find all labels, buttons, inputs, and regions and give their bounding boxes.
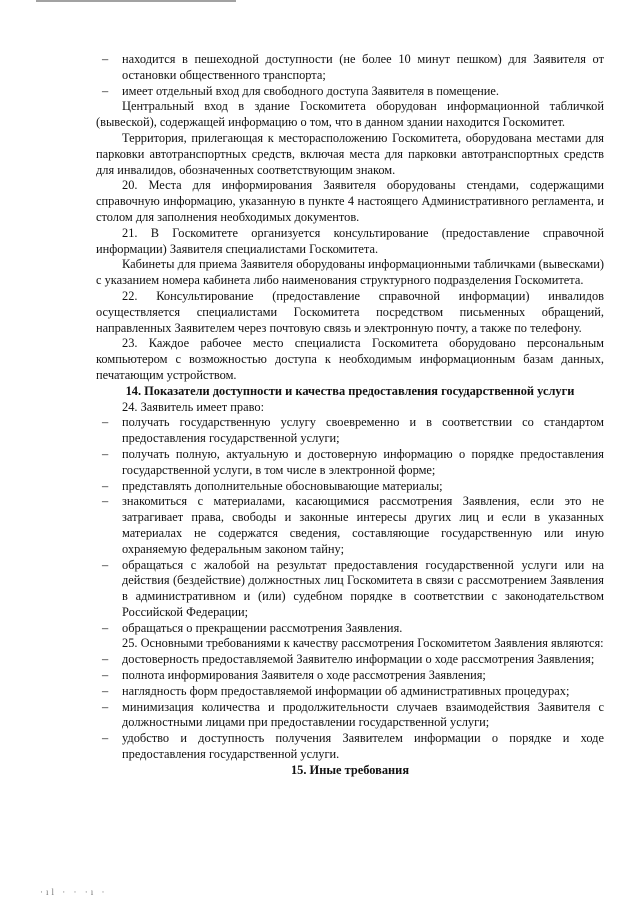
list-item: – достоверность предоставляемой Заявителю информации о ходе рассмотрения Заявления; bbox=[102, 652, 595, 667]
paragraph: 22. Консультирование (предоставление справочной информации) инвалидов осуществляется специалистами Госкомитета посредством письменных обращений, направленных Заявителем через почтовую связь и электронную почту, а также по телефону. bbox=[96, 288, 604, 335]
dash-marker-icon: – bbox=[102, 478, 109, 493]
paragraph: 25. Основными требованиями к качеству рассмотрения Госкомитетом Заявления являются: bbox=[122, 636, 604, 651]
list-item: – минимизация количества и продолжительности случаев взаимодействия Заявителя с должностными лицами при предоставлении государственной услуги; bbox=[102, 699, 604, 730]
list-item: – представлять дополнительные обосновывающие материалы; bbox=[102, 478, 443, 493]
paragraph: 20. Места для информирования Заявителя оборудованы стендами, содержащими справочную информацию, указанную в пункте 4 настоящего Административного регламента, и столом для заполнения необходимых документов. bbox=[96, 178, 604, 224]
paragraph: Центральный вход в здание Госкомитета оборудован информационной табличкой (вывеской), содержащей информацию о том, что в данном здании находится Госкомитет. bbox=[96, 99, 604, 130]
section-heading: 15. Иные требования bbox=[290, 762, 410, 777]
dash-marker-icon: – bbox=[102, 652, 109, 667]
document-body bbox=[96, 52, 604, 779]
paragraph: Кабинеты для приема Заявителя оборудованы информационными табличками (вывесками) с указанием номера кабинета либо наименования структурного подразделения Госкомитета. bbox=[96, 257, 604, 288]
dash-marker-icon: – bbox=[102, 446, 109, 461]
paragraph: 23. Каждое рабочее место специалиста Госкомитета оборудовано персональным компьютером с возможностью доступа к необходимым информационным базам данных, печатающим устройством. bbox=[96, 336, 604, 382]
section-heading: 14. Показатели доступности и качества предоставления государственной услуги bbox=[125, 383, 575, 398]
list-item: – знакомиться с материалами, касающимися рассмотрения Заявления, если это не затрагивает права, свободы и законные интересы других лиц и если в указанных материалах не содержатся сведения, составляющие государственную или иную охраняемую федеральным законом тайну; bbox=[102, 494, 604, 556]
list-item: – наглядность форм предоставляемой информации об административных процедурах; bbox=[102, 683, 570, 698]
list-item: – обращаться о прекращении рассмотрения Заявления. bbox=[102, 620, 403, 635]
paragraph: 21. В Госкомитете организуется консультирование (предоставление справочной информации) Заявителя специалистами Госкомитета. bbox=[96, 225, 604, 256]
dash-marker-icon: – bbox=[102, 668, 109, 683]
scan-artifact-line bbox=[36, 0, 236, 2]
list-item: – находится в пешеходной доступности (не более 10 минут пешком) для Заявителя от остановки общественного транспорта; bbox=[102, 52, 604, 82]
paragraph: 24. Заявитель имеет право: bbox=[122, 399, 265, 414]
dash-marker-icon: – bbox=[102, 699, 109, 714]
paragraph: Территория, прилегающая к месторасположению Госкомитета, оборудована местами для парковки автотранспортных средств, включая места для парковки автотранспортных средств для инвалидов, обозначенных соответствующим знаком. bbox=[96, 130, 604, 177]
list-item: – удобство и доступность получения Заявителем информации о порядке и ходе предоставления государственной услуги. bbox=[102, 731, 604, 762]
dash-marker-icon: – bbox=[102, 683, 109, 698]
list-item: – имеет отдельный вход для свободного доступа Заявителя в помещение. bbox=[102, 83, 500, 98]
list-item: – полнота информирования Заявителя о ходе рассмотрения Заявления; bbox=[102, 668, 486, 683]
dash-marker-icon: – bbox=[102, 415, 109, 430]
dash-marker-icon: – bbox=[102, 494, 109, 509]
dash-marker-icon: – bbox=[102, 731, 109, 746]
list-item: – получать государственную услугу своевременно и в соответствии со стандартом предоставления государственной услуги; bbox=[102, 415, 604, 446]
dash-marker-icon: – bbox=[102, 620, 109, 635]
list-item: – обращаться с жалобой на результат предоставления государственной услуги или на действия (бездействие) должностных лиц Госкомитета в связи с рассмотрением Заявления в административном и (или) судебном порядке в соответствии с законодательством Российской Федерации; bbox=[102, 557, 604, 619]
dash-marker-icon: – bbox=[102, 83, 109, 98]
list-item: – получать полную, актуальную и достоверную информацию о порядке предоставления государственной услуги, в том числе в электронной форме; bbox=[102, 446, 604, 477]
scan-footer-marks: ·ıl · · ·ı · bbox=[40, 887, 108, 897]
dash-marker-icon: – bbox=[102, 52, 109, 66]
dash-marker-icon: – bbox=[102, 557, 109, 572]
